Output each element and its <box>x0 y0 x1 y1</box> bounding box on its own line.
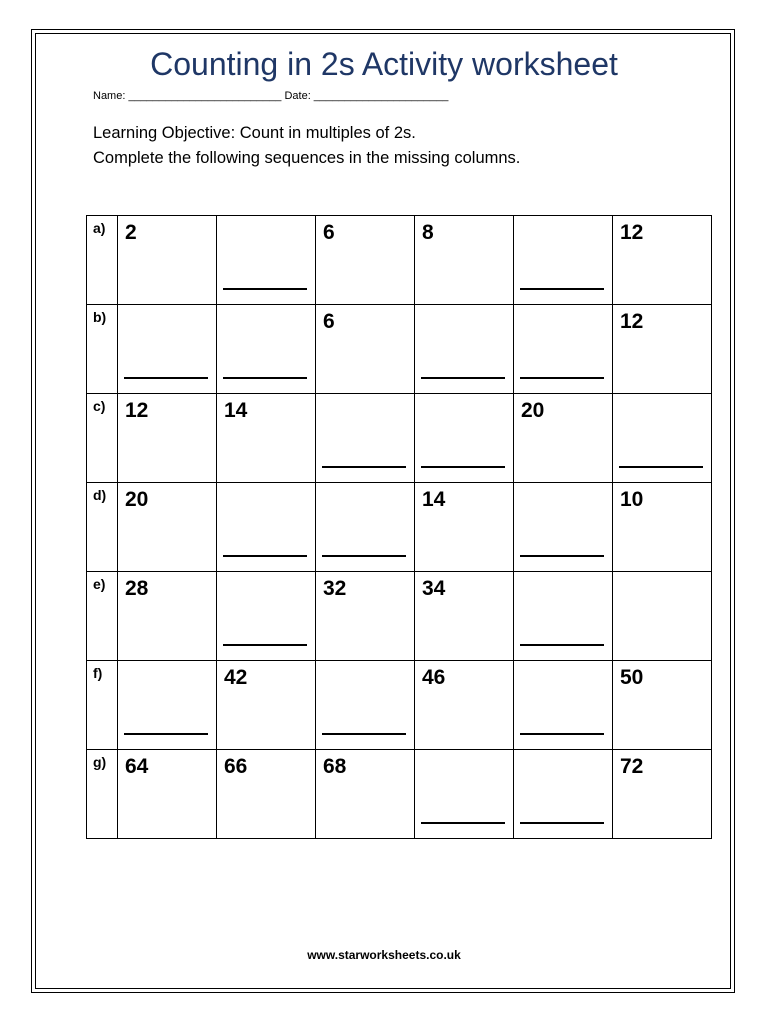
learning-objective: Learning Objective: Count in multiples of 2s. <box>93 124 416 142</box>
sequence-number: 42 <box>224 666 248 689</box>
number-cell <box>613 305 712 394</box>
answer-blank-line[interactable] <box>322 733 406 735</box>
row-label: g) <box>93 754 107 770</box>
answer-blank-line[interactable] <box>520 555 604 557</box>
row-label: c) <box>93 398 106 414</box>
sequence-number: 72 <box>620 755 644 778</box>
row-label-cell <box>87 750 118 839</box>
number-cell <box>415 572 514 661</box>
number-cell <box>415 483 514 572</box>
answer-blank-line[interactable] <box>619 466 703 468</box>
sequence-row <box>87 483 712 572</box>
answer-blank-line[interactable] <box>520 288 604 290</box>
blank-cell[interactable] <box>415 750 514 839</box>
row-label-cell <box>87 305 118 394</box>
answer-blank-line[interactable] <box>520 644 604 646</box>
sequence-row <box>87 661 712 750</box>
blank-cell[interactable] <box>316 661 415 750</box>
answer-blank-line[interactable] <box>223 555 307 557</box>
number-cell <box>118 216 217 305</box>
blank-cell[interactable] <box>415 394 514 483</box>
answer-blank-line[interactable] <box>421 466 505 468</box>
row-label-cell <box>87 394 118 483</box>
sequence-number: 20 <box>521 399 545 422</box>
sequence-number: 6 <box>323 310 335 333</box>
number-cell <box>118 483 217 572</box>
answer-blank-line[interactable] <box>322 555 406 557</box>
blank-cell[interactable] <box>217 305 316 394</box>
number-cell <box>316 305 415 394</box>
blank-cell[interactable] <box>514 305 613 394</box>
blank-cell[interactable] <box>514 483 613 572</box>
sequence-number: 68 <box>323 755 347 778</box>
number-cell <box>316 750 415 839</box>
blank-cell[interactable] <box>118 305 217 394</box>
sequence-number: 28 <box>125 577 149 600</box>
blank-cell[interactable] <box>217 572 316 661</box>
number-cell <box>415 661 514 750</box>
answer-blank-line[interactable] <box>421 377 505 379</box>
sequence-number: 34 <box>422 577 446 600</box>
number-cell <box>217 750 316 839</box>
answer-blank-line[interactable] <box>520 733 604 735</box>
sequence-number: 32 <box>323 577 347 600</box>
sequence-number: 64 <box>125 755 149 778</box>
row-label-cell <box>87 483 118 572</box>
sequence-number: 14 <box>422 488 446 511</box>
number-cell <box>613 483 712 572</box>
sequence-number: 20 <box>125 488 149 511</box>
blank-cell[interactable] <box>514 216 613 305</box>
answer-blank-line[interactable] <box>223 288 307 290</box>
blank-cell[interactable] <box>118 661 217 750</box>
sequence-number: 2 <box>125 221 137 244</box>
number-cell <box>118 750 217 839</box>
completion-instruction: Complete the following sequences in the missing columns. <box>93 149 521 167</box>
number-cell <box>613 750 712 839</box>
instructions <box>93 121 520 171</box>
blank-cell[interactable] <box>514 661 613 750</box>
answer-blank-line[interactable] <box>421 822 505 824</box>
sequence-number: 14 <box>224 399 248 422</box>
answer-blank-line[interactable] <box>520 377 604 379</box>
blank-cell[interactable] <box>217 216 316 305</box>
answer-blank-line[interactable] <box>223 644 307 646</box>
row-label: f) <box>93 665 103 681</box>
sequence-number: 12 <box>125 399 149 422</box>
footer-url: www.starworksheets.co.uk <box>307 948 461 962</box>
sequence-number: 50 <box>620 666 644 689</box>
sequence-row <box>87 216 712 305</box>
row-label-cell <box>87 661 118 750</box>
answer-blank-line[interactable] <box>520 822 604 824</box>
sequence-number: 10 <box>620 488 644 511</box>
worksheet-title: Counting in 2s Activity worksheet <box>150 46 618 82</box>
sequence-number: 12 <box>620 310 644 333</box>
blank-cell[interactable] <box>613 394 712 483</box>
sequence-grid <box>86 215 712 839</box>
row-label-cell <box>87 216 118 305</box>
number-cell <box>217 394 316 483</box>
blank-cell[interactable] <box>217 483 316 572</box>
row-label-cell <box>87 572 118 661</box>
sequence-row <box>87 750 712 839</box>
blank-cell[interactable] <box>316 483 415 572</box>
row-label: e) <box>93 576 106 592</box>
number-cell <box>613 216 712 305</box>
sequence-row <box>87 394 712 483</box>
row-label: d) <box>93 487 107 503</box>
number-cell <box>514 394 613 483</box>
row-label: a) <box>93 220 106 236</box>
answer-blank-line[interactable] <box>223 377 307 379</box>
blank-cell[interactable] <box>514 572 613 661</box>
name-date-line: Name: _________________________ Date: ______________________ <box>93 90 449 102</box>
blank-cell[interactable] <box>415 305 514 394</box>
sequence-number: 6 <box>323 221 335 244</box>
number-cell <box>415 216 514 305</box>
answer-blank-line[interactable] <box>124 377 208 379</box>
sequence-row <box>87 305 712 394</box>
answer-blank-line[interactable] <box>124 733 208 735</box>
sequence-number: 46 <box>422 666 446 689</box>
sequence-number: 12 <box>620 221 644 244</box>
blank-cell[interactable] <box>316 394 415 483</box>
answer-blank-line[interactable] <box>322 466 406 468</box>
sequence-row <box>87 572 712 661</box>
number-cell <box>316 216 415 305</box>
number-cell <box>118 572 217 661</box>
row-label: b) <box>93 309 107 325</box>
number-cell <box>316 572 415 661</box>
sequence-number: 66 <box>224 755 248 778</box>
number-cell <box>118 394 217 483</box>
sequence-number: 8 <box>422 221 434 244</box>
blank-cell[interactable] <box>514 750 613 839</box>
number-cell <box>613 572 712 661</box>
number-cell <box>613 661 712 750</box>
number-cell <box>217 661 316 750</box>
